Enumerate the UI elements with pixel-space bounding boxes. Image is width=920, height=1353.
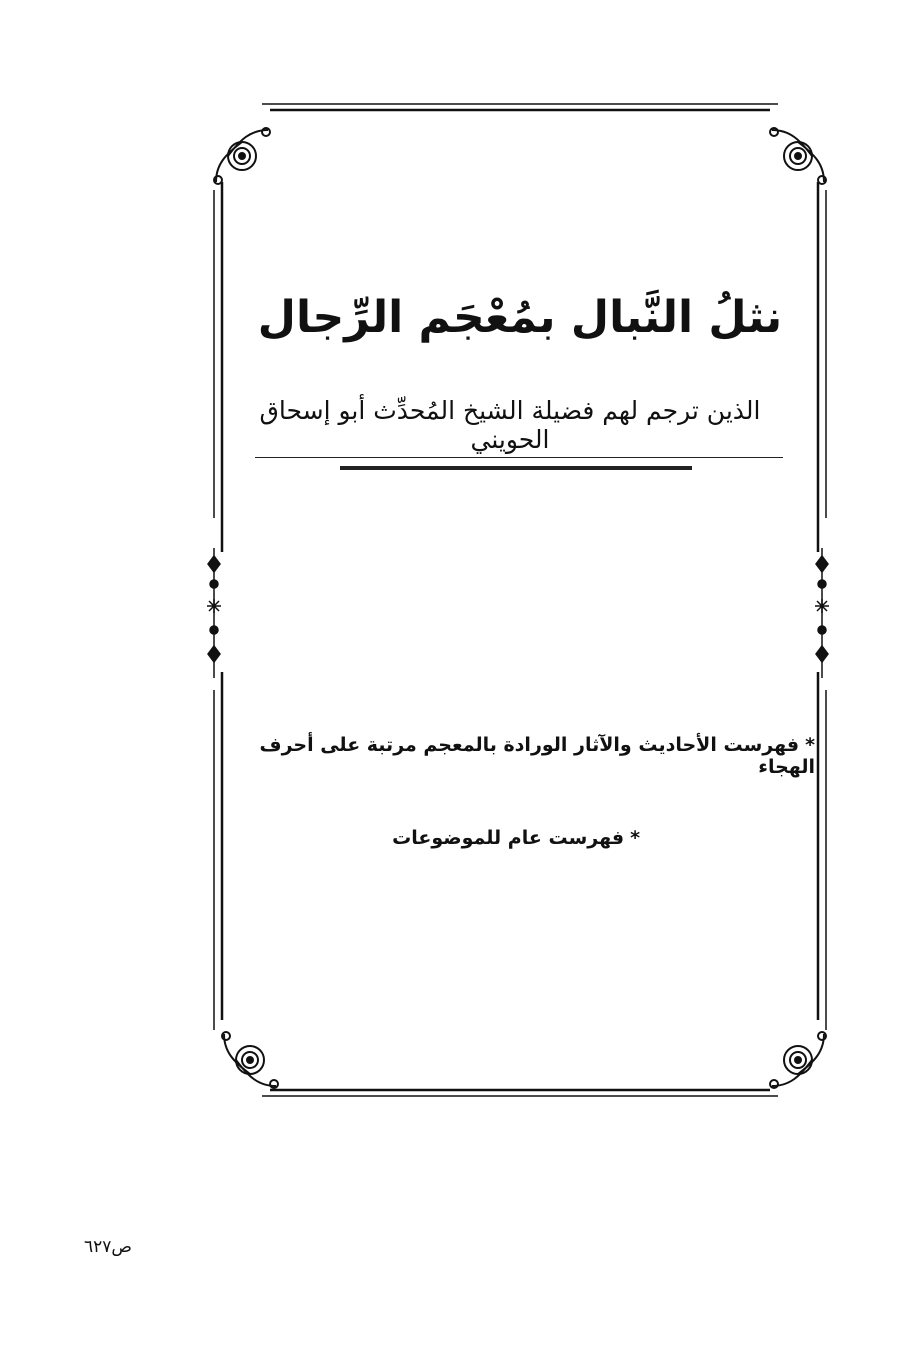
book-title: نثلُ النَّبال بمُعْجَم الرِّجال <box>257 292 783 343</box>
book-subtitle: الذين ترجم لهم فضيلة الشيخ المُحدِّث أبو إسحاق الحويني <box>259 396 761 454</box>
corner-ornament-top-left <box>210 124 274 188</box>
corner-ornament-top-right <box>766 124 830 188</box>
corner-ornament-bottom-left <box>218 1028 282 1092</box>
ornamental-frame <box>200 100 840 1100</box>
side-ornament-right <box>812 548 832 678</box>
divider-thick <box>340 466 692 470</box>
corner-ornament-bottom-right <box>766 1028 830 1092</box>
index-item-marker: * <box>630 827 640 849</box>
index-item-marker: * <box>805 734 815 756</box>
frame-border <box>200 100 840 1100</box>
index-item-topics <box>360 827 640 849</box>
divider-thin <box>255 457 783 458</box>
side-ornament-left <box>204 548 224 678</box>
index-item-hadith <box>225 734 815 778</box>
index-item-text: فهرست عام للموضوعات <box>392 827 625 849</box>
page-number: ص٦٢٧ <box>84 1237 132 1257</box>
index-item-text: فهرست الأحاديث والآثار الورادة بالمعجم مرتبة على أحرف الهجاء <box>259 734 815 778</box>
